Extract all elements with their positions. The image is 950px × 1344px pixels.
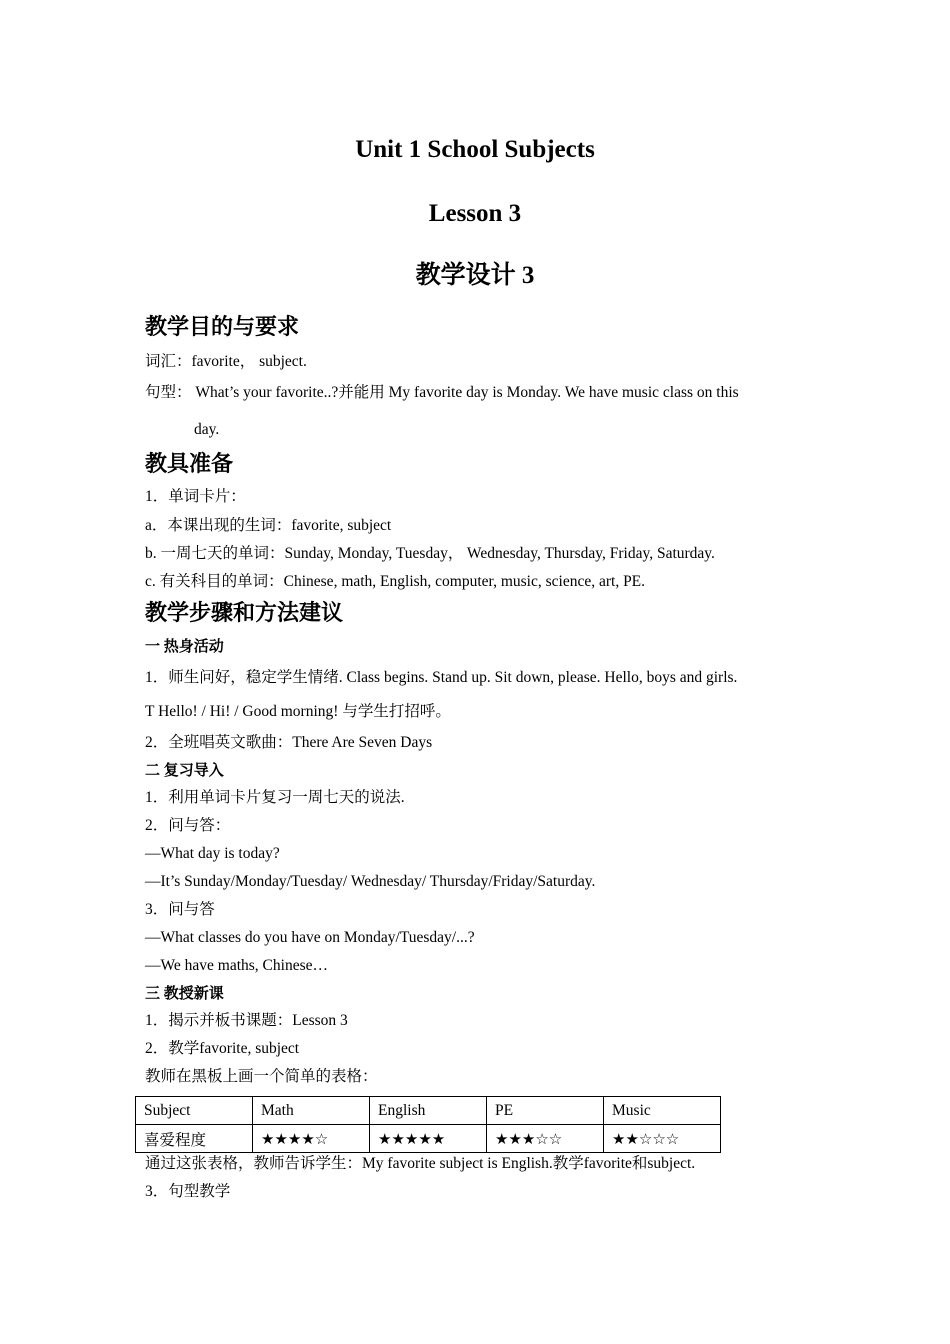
star-rating: ★★☆☆☆ bbox=[604, 1125, 721, 1153]
table-header-cell: Math bbox=[253, 1097, 370, 1125]
steps-heading: 教学步骤和方法建议 bbox=[145, 600, 344, 625]
goals-heading: 教学目的与要求 bbox=[145, 314, 300, 339]
new-lesson-heading: 三 教授新课 bbox=[145, 986, 224, 1002]
star-rating: ★★★☆☆ bbox=[487, 1125, 604, 1153]
star-rating: ★★★★☆ bbox=[253, 1125, 370, 1153]
materials-item: b. 一周七天的单词：Sunday, Monday, Tuesday， Wednesday, Thursday, Friday, Saturday. bbox=[145, 545, 715, 562]
table-header-cell: Subject bbox=[136, 1097, 253, 1125]
review-line: 1．利用单词卡片复习一周七天的说法. bbox=[145, 789, 405, 806]
goals-pattern-line1: 句型： What’s your favorite..?并能用 My favorite day is Monday. We have music class on this bbox=[145, 384, 739, 401]
unit-title: Unit 1 School Subjects bbox=[355, 136, 595, 163]
design-title: 教学设计 3 bbox=[415, 262, 535, 289]
subject-rating-table bbox=[135, 1096, 721, 1153]
star-rating: ★★★★★ bbox=[370, 1125, 487, 1153]
materials-item: 1．单词卡片： bbox=[145, 488, 246, 505]
review-line: —We have maths, Chinese… bbox=[145, 957, 328, 974]
review-line: 3．问与答 bbox=[145, 901, 215, 918]
warmup-line: 2．全班唱英文歌曲：There Are Seven Days bbox=[145, 734, 433, 751]
goals-pattern-line2: day. bbox=[194, 421, 220, 438]
goals-vocab: 词汇：favorite， subject. bbox=[145, 353, 307, 370]
materials-item: a．本课出现的生词：favorite, subject bbox=[145, 517, 392, 534]
materials-item: c. 有关科目的单词：Chinese, math, English, computer, music, science, art, PE. bbox=[145, 573, 646, 590]
review-heading: 二 复习导入 bbox=[145, 763, 224, 779]
table-header-row bbox=[136, 1097, 721, 1125]
table-row bbox=[136, 1125, 721, 1153]
review-line: —What classes do you have on Monday/Tuesday/...? bbox=[145, 929, 475, 946]
warmup-line: 1．师生问好，稳定学生情绪. Class begins. Stand up. Sit down, please. Hello, boys and girls. bbox=[145, 669, 738, 686]
table-header-cell: English bbox=[370, 1097, 487, 1125]
warmup-line: T Hello! / Hi! / Good morning! 与学生打招呼。 bbox=[145, 703, 451, 720]
review-line: —It’s Sunday/Monday/Tuesday/ Wednesday/ Thursday/Friday/Saturday. bbox=[145, 873, 596, 890]
review-line: —What day is today? bbox=[145, 845, 280, 862]
warmup-heading: 一 热身活动 bbox=[145, 639, 224, 655]
review-line: 2．问与答： bbox=[145, 817, 231, 834]
table-header-cell: Music bbox=[604, 1097, 721, 1125]
lesson-title: Lesson 3 bbox=[428, 200, 522, 227]
new-lesson-line: 3．句型教学 bbox=[145, 1183, 231, 1200]
table-row-label: 喜爱程度 bbox=[136, 1125, 253, 1153]
new-lesson-line: 通过这张表格，教师告诉学生：My favorite subject is English.教学favorite和subject. bbox=[145, 1155, 696, 1172]
new-lesson-line: 2．教学favorite, subject bbox=[145, 1040, 300, 1057]
new-lesson-line: 1．揭示并板书课题：Lesson 3 bbox=[145, 1012, 348, 1029]
new-lesson-line: 教师在黑板上画一个简单的表格： bbox=[145, 1068, 378, 1085]
table-header-cell: PE bbox=[487, 1097, 604, 1125]
materials-heading: 教具准备 bbox=[145, 451, 234, 476]
